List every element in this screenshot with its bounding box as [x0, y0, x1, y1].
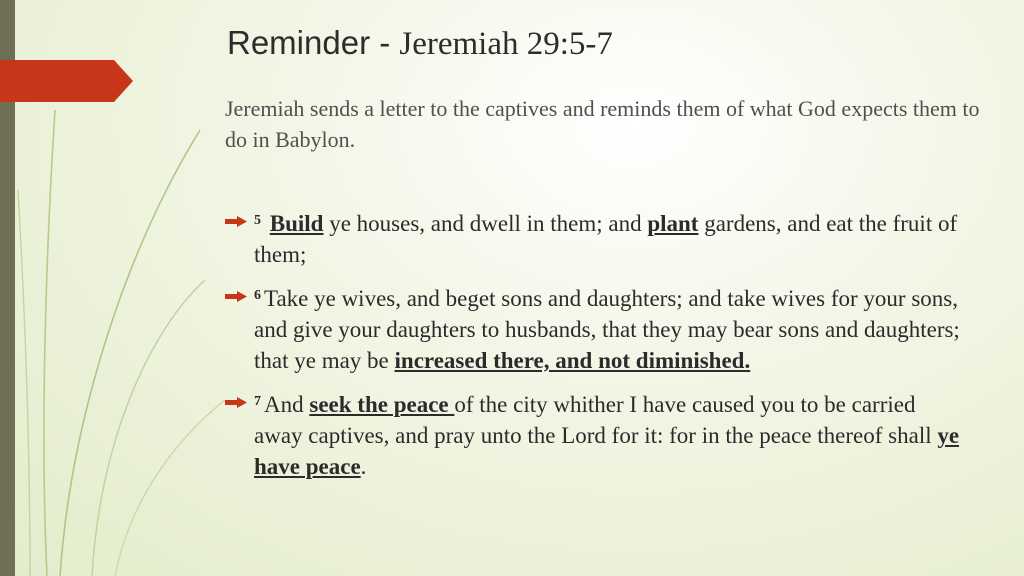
list-item [223, 280, 963, 376]
emphasis-text: plant [647, 211, 699, 236]
slide-title [227, 24, 613, 63]
list-item [223, 205, 963, 270]
emphasis-text: seek the peace [309, 392, 455, 417]
arrow-right-icon [225, 216, 247, 227]
title-accent-tab [0, 60, 133, 102]
verse-text: Take ye wives, and beget sons and daughters; and take wives for your sons, and give your daughters to husbands, that they may bear sons and daughters; that ye may be [254, 286, 960, 373]
emphasis-text: increased there, and not diminished. [394, 348, 751, 373]
title-main: Reminder - [227, 24, 400, 61]
slide-subtitle: Jeremiah sends a letter to the captives and reminds them of what God expects them to do in Babylon. [225, 96, 980, 152]
verse-text: of the city whither I have caused you to be carried away captives, and pray unto the Lord for it: for in the peace thereof shall [254, 392, 938, 448]
arrow-right-icon [225, 397, 247, 408]
arrow-right-icon [225, 291, 247, 302]
emphasis-text: Build [269, 211, 324, 236]
verse-number: 5 [254, 213, 261, 228]
verse-text: . [360, 454, 367, 479]
verse-list [223, 205, 963, 492]
emphasis-text: ye have peace [254, 423, 960, 479]
title-reference: Jeremiah 29:5-7 [399, 26, 613, 62]
verse-number: 6 [254, 288, 261, 303]
list-item [223, 386, 963, 482]
verse-text: gardens, and eat the fruit of them; [254, 211, 958, 267]
verse-text: ye houses, and dwell in them; and [323, 211, 648, 236]
verse-number: 7 [254, 394, 261, 409]
verse-text: And [264, 392, 310, 417]
